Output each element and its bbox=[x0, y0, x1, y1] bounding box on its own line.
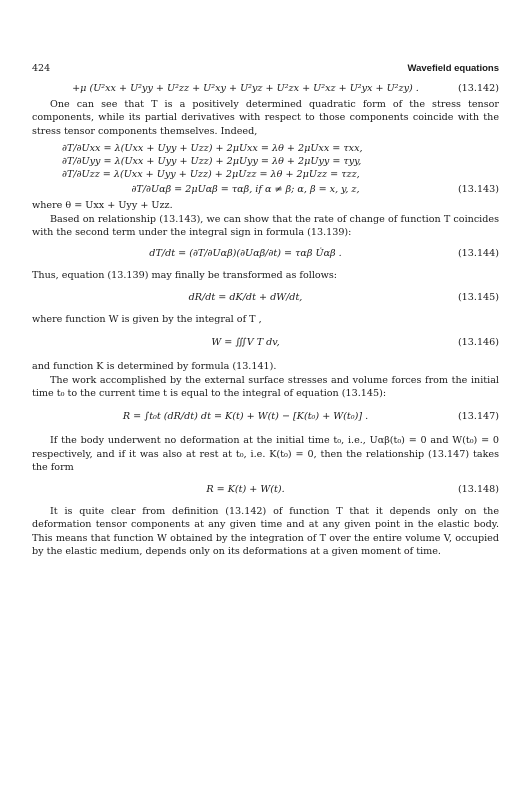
equation-body: W = ∭V T dv, bbox=[211, 337, 280, 349]
equation-body: dT/dt = (∂T/∂Uαβ)(∂Uαβ/∂t) = ταβ U̇αβ . bbox=[149, 248, 342, 260]
equation-body: ∂T/∂Uαβ = 2μUαβ = ταβ, if α ≠ β; α, β = x, y, z, bbox=[131, 184, 360, 196]
equation-system bbox=[62, 142, 499, 181]
equation-number: (13.147) bbox=[457, 411, 499, 423]
equation-number: (13.146) bbox=[457, 337, 499, 349]
equation-body: +μ (U²xx + U²yy + U²zz + U²xy + U²yz + U²zx + U²xz + U²yx + U²zy) . bbox=[72, 83, 419, 94]
equation-body: R = ∫t₀t (dR/dt) dt = K(t) + W(t) − [K(t₀) + W(t₀)] . bbox=[122, 411, 369, 423]
equation-13-147 bbox=[32, 400, 499, 434]
paragraph: where function W is given by the integral of T , bbox=[32, 313, 262, 325]
paragraph: It is quite clear from definition (13.142) of function T that it depends only on the deformation tensor components at any given time and at any given point in the elastic body. This means that function W obtained by the integration of T over the entire volume V, occupied by the elastic medium, depends only on its deformations at a given moment of time. bbox=[32, 505, 499, 557]
paragraph: If the body underwent no deformation at the initial time t₀, i.e., Uαβ(t₀) = 0 and W(t₀) = 0 respectively, and if it was also at rest at t₀, i.e. K(t₀) = 0, then the relationship (13.147) takes the form bbox=[32, 435, 499, 474]
paragraph: Based on relationship (13.143), we can show that the rate of change of function T coincides with the second term under the integral sign in formula (13.139): bbox=[32, 213, 499, 239]
system-line: ∂T/∂Uyy = λ(Uxx + Uyy + Uzz) + 2μUyy = λθ + 2μUyy = τyy, bbox=[62, 156, 362, 168]
equation-number: (13.143) bbox=[457, 184, 499, 196]
paragraph: and function K is determined by formula (13.141). bbox=[32, 361, 277, 373]
equation-number: (13.142) bbox=[457, 83, 499, 94]
equation-13-142 bbox=[32, 82, 499, 98]
equation-number: (13.145) bbox=[457, 291, 499, 303]
equation-body: dR/dt = dK/dt + dW/dt, bbox=[188, 291, 303, 303]
page-number: 424 bbox=[32, 63, 51, 74]
system-line: ∂T/∂Uzz = λ(Uxx + Uyy + Uzz) + 2μUzz = λθ + 2μUzz = τzz, bbox=[62, 169, 360, 181]
equation-13-144 bbox=[32, 239, 499, 269]
equation-number: (13.144) bbox=[457, 248, 499, 260]
paragraph: The work accomplished by the external surface stresses and volume forces from the initial time t₀ to the current time t is equal to the integral of equation (13.145): bbox=[32, 374, 499, 400]
paragraph: Thus, equation (13.139) may finally be transformed as follows: bbox=[32, 270, 338, 282]
equation-13-143 bbox=[32, 183, 499, 199]
system-line: ∂T/∂Uxx = λ(Uxx + Uyy + Uzz) + 2μUxx = λθ + 2μUxx = τxx, bbox=[62, 143, 363, 155]
equation-13-148 bbox=[32, 475, 499, 505]
equation-13-146 bbox=[32, 326, 499, 360]
page bbox=[32, 62, 499, 558]
paragraph: where θ = Uxx + Uyy + Uzz. bbox=[32, 200, 173, 212]
equation-number: (13.148) bbox=[457, 483, 499, 495]
running-header bbox=[32, 62, 499, 76]
equation-body: R = K(t) + W(t). bbox=[206, 483, 285, 495]
running-title: Wavefield equations bbox=[407, 63, 499, 74]
equation-13-145 bbox=[32, 283, 499, 313]
paragraph: One can see that T is a positively determined quadratic form of the stress tensor components, while its partial derivatives with respect to those components coincide with the stress tensor components themselves. Indeed, bbox=[32, 99, 499, 137]
